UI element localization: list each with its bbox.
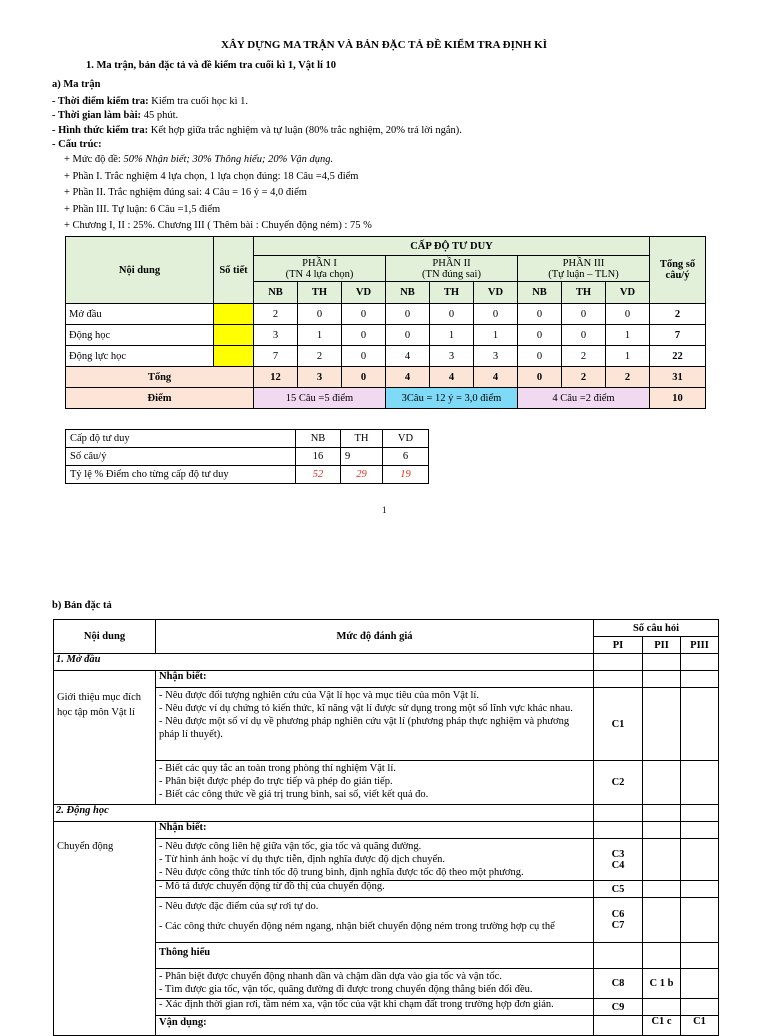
criteria-cell: - Nêu được đối tượng nghiên cứu của Vật lí học và mục tiêu của môn Vật lí. - Nêu được ví dụ chứng tỏ kiến thức, kĩ năng vật lí được sử dụng trong một số lĩnh vực khác nhau. - Nêu được một số ví dụ về phương pháp nghiên cứu vật lí (phương pháp thực nghiệm và phương pháp lí thuyết). (156, 688, 594, 761)
page-title: XÂY DỰNG MA TRẬN VÀ BẢN ĐẶC TẢ ĐỀ KIỂM TRA ĐỊNH KÌ (221, 39, 547, 51)
section-a-heading: a) Ma trận (52, 79, 101, 90)
table-row (66, 304, 706, 325)
pi-cell: C9 (594, 999, 643, 1016)
matrix-part-1: PHẦN I (TN 4 lựa chọn) (254, 256, 386, 282)
spec-header-level: Mức độ đánh giá (156, 620, 594, 654)
table-row (66, 346, 706, 367)
row-name: Động học (66, 325, 214, 346)
cell: 0 (342, 367, 386, 388)
cell: 0 (342, 304, 386, 325)
section-b-heading: b) Bản đặc tả (52, 600, 112, 611)
row-name: Động lực học (66, 346, 214, 367)
info-duration: - Thời gian làm bài: 45 phút. (52, 110, 179, 121)
cell: 4 (386, 367, 430, 388)
level-nb: NB (386, 282, 430, 304)
cell: 0 (430, 304, 474, 325)
level-label-nb: Nhận biết: (156, 822, 594, 839)
cell: 0 (386, 304, 430, 325)
spec-header-pii: PII (643, 637, 681, 654)
info-structure: - Cấu trúc: (52, 139, 102, 150)
level-nb: NB (254, 282, 298, 304)
page-number: 1 (382, 505, 387, 515)
info-time-point: - Thời điểm kiểm tra: Kiểm tra cuối học kì 1. (52, 96, 249, 107)
pi-cell: C5 (594, 881, 643, 898)
chapter-1-heading: 1. Mở đầu (54, 654, 594, 671)
cell: 4 (430, 367, 474, 388)
summary-header-th: TH (341, 430, 383, 448)
pi-cell: C8 (594, 969, 643, 999)
score-part-1: 15 Câu =5 điểm (254, 388, 386, 409)
criteria-cell: - Phân biệt được chuyển động nhanh dần và chậm dần dựa vào gia tốc và vận tốc. - Tìm được gia tốc, vận tốc, quãng đường đi được trong chuyển động thẳng biến đổi đều. (156, 969, 594, 999)
cell: 0 (562, 304, 606, 325)
summary-table (65, 429, 429, 484)
criteria-cell: - Biết các quy tắc an toàn trong phòng thí nghiệm Vật lí. - Phân biệt được phép đo trực tiếp và phép đo gián tiếp. - Biết các công thức về giá trị trung bình, sai số, viết kết quả đo. (156, 761, 594, 805)
score-part-2: 3Câu = 12 ý = 3,0 điểm (386, 388, 518, 409)
summary-header-vd: VD (383, 430, 429, 448)
cell: 0 (386, 325, 430, 346)
cell: 0 (342, 346, 386, 367)
row-total: 2 (650, 304, 706, 325)
cell: 0 (474, 304, 518, 325)
level-th: TH (430, 282, 474, 304)
subtitle: 1. Ma trận, bản đặc tả và đề kiểm tra cuối kì 1, Vật lí 10 (86, 60, 337, 71)
summary-count-th: 9 (341, 448, 383, 466)
pi-cell: C1 (594, 688, 643, 761)
spec-header-piii: PIII (681, 637, 719, 654)
cell: 1 (606, 346, 650, 367)
spec-row (54, 688, 719, 761)
score-label: Điểm (66, 388, 254, 409)
criteria-cell: - Mô tả được chuyển động từ đồ thị của chuyển động. (156, 881, 594, 898)
matrix-table (65, 236, 706, 409)
cell: 1 (430, 325, 474, 346)
cell: 1 (298, 325, 342, 346)
summary-count-label: Số câu/ý (66, 448, 296, 466)
cell: 3 (254, 325, 298, 346)
row-name: Mở đầu (66, 304, 214, 325)
cell: 12 (254, 367, 298, 388)
piii-cell: C1 (681, 1016, 719, 1036)
summary-count-nb: 16 (296, 448, 341, 466)
spec-header-count: Số câu hỏi (594, 620, 719, 637)
pii-cell: C 1 b (643, 969, 681, 999)
cell: 0 (606, 304, 650, 325)
cell: 2 (254, 304, 298, 325)
matrix-header-content: Nội dung (66, 237, 214, 304)
summary-percent-th: 29 (341, 466, 383, 484)
pii-cell: C1 c (643, 1016, 681, 1036)
periods-cell (214, 325, 254, 346)
level-vd: VD (342, 282, 386, 304)
cell: 1 (606, 325, 650, 346)
summary-percent-label: Tỷ lệ % Điểm cho từng cấp độ tư duy (66, 466, 296, 484)
matrix-header-level: CẤP ĐỘ TƯ DUY (254, 237, 650, 256)
summary-percent-vd: 19 (383, 466, 429, 484)
pi-cell: C6 C7 (594, 898, 643, 943)
criteria-cell: - Xác định thời gian rơi, tầm ném xa, vận tốc của vật khi chạm đất trong trường hợp đơn giản. (156, 999, 594, 1016)
level-vd: VD (474, 282, 518, 304)
cell: 0 (518, 325, 562, 346)
summary-count-vd: 6 (383, 448, 429, 466)
periods-cell (214, 304, 254, 325)
matrix-part-2: PHẦN II (TN đúng sai) (386, 256, 518, 282)
cell: 3 (298, 367, 342, 388)
cell: 2 (562, 367, 606, 388)
cell: 3 (474, 346, 518, 367)
criteria-cell: - Nêu được công liên hệ giữa vận tốc, gia tốc và quãng đường. - Từ hình ảnh hoặc ví dụ thực tiễn, định nghĩa được độ dịch chuyển. - Nêu được công thức tính tốc độ trung bình, định nghĩa được tốc độ theo một phương. (156, 839, 594, 881)
cell: 4 (386, 346, 430, 367)
level-vd: VD (606, 282, 650, 304)
pi-cell: C2 (594, 761, 643, 805)
level-th: TH (562, 282, 606, 304)
matrix-header-total: Tổng số câu/ý (650, 237, 706, 304)
level-label-th: Thông hiểu (156, 943, 594, 969)
level-th: TH (298, 282, 342, 304)
cell: 0 (518, 304, 562, 325)
cell: 0 (562, 325, 606, 346)
cell: 2 (606, 367, 650, 388)
level-nb: NB (518, 282, 562, 304)
structure-part2: + Phần II. Trắc nghiệm đúng sai: 4 Câu = 16 ý = 4,0 điểm (64, 187, 307, 198)
grand-total: 31 (650, 367, 706, 388)
topic-1: Giới thiệu mục đích học tập môn Vật lí (54, 688, 156, 805)
spec-table (53, 619, 719, 1036)
structure-difficulty: + Mức độ đề: 50% Nhận biết; 30% Thông hiểu; 20% Vận dụng. (64, 154, 334, 165)
spec-header-pi: PI (594, 637, 643, 654)
matrix-header-periods: Số tiết (214, 237, 254, 304)
periods-cell (214, 346, 254, 367)
cell: 0 (518, 367, 562, 388)
score-total: 10 (650, 388, 706, 409)
cell: 0 (518, 346, 562, 367)
info-format: - Hình thức kiểm tra: Kết hợp giữa trắc nghiệm và tự luận (80% trắc nghiệm, 20% trả lời ngắn). (52, 125, 462, 136)
cell: 4 (474, 367, 518, 388)
criteria-cell: - Nêu được đặc điểm của sự rơi tự do. - Các công thức chuyển động ném ngang, nhận biết chuyển động ném trong trường hợp cụ thể (156, 898, 594, 943)
matrix-part-3: PHẦN III (Tự luận – TLN) (518, 256, 650, 282)
cell: 7 (254, 346, 298, 367)
pi-cell: C3 C4 (594, 839, 643, 881)
structure-part3: + Phần III. Tự luận: 6 Câu =1,5 điểm (64, 204, 221, 215)
summary-percent-nb: 52 (296, 466, 341, 484)
summary-header-label: Cấp độ tư duy (66, 430, 296, 448)
spec-header-content: Nội dung (54, 620, 156, 654)
cell: 2 (562, 346, 606, 367)
table-row (66, 325, 706, 346)
total-label: Tổng (66, 367, 254, 388)
chapter-2-heading: 2. Động học (54, 805, 594, 822)
summary-header-nb: NB (296, 430, 341, 448)
score-part-3: 4 Câu =2 điểm (518, 388, 650, 409)
row-total: 22 (650, 346, 706, 367)
topic-2: Chuyển động (54, 839, 156, 1036)
level-label-nb: Nhận biết: (156, 671, 594, 688)
structure-chapters: + Chương I, II : 25%. Chương III ( Thêm bài : Chuyển động ném) : 75 % (64, 220, 372, 231)
level-label-vd: Vận dụng: (156, 1016, 594, 1036)
row-total: 7 (650, 325, 706, 346)
spec-row (54, 839, 719, 881)
cell: 0 (298, 304, 342, 325)
cell: 2 (298, 346, 342, 367)
cell: 3 (430, 346, 474, 367)
total-row (66, 367, 706, 388)
structure-part1: + Phần I. Trắc nghiệm 4 lựa chọn, 1 lựa chọn đúng: 18 Câu =4,5 điểm (64, 171, 359, 182)
cell: 0 (342, 325, 386, 346)
cell: 1 (474, 325, 518, 346)
score-row (66, 388, 706, 409)
